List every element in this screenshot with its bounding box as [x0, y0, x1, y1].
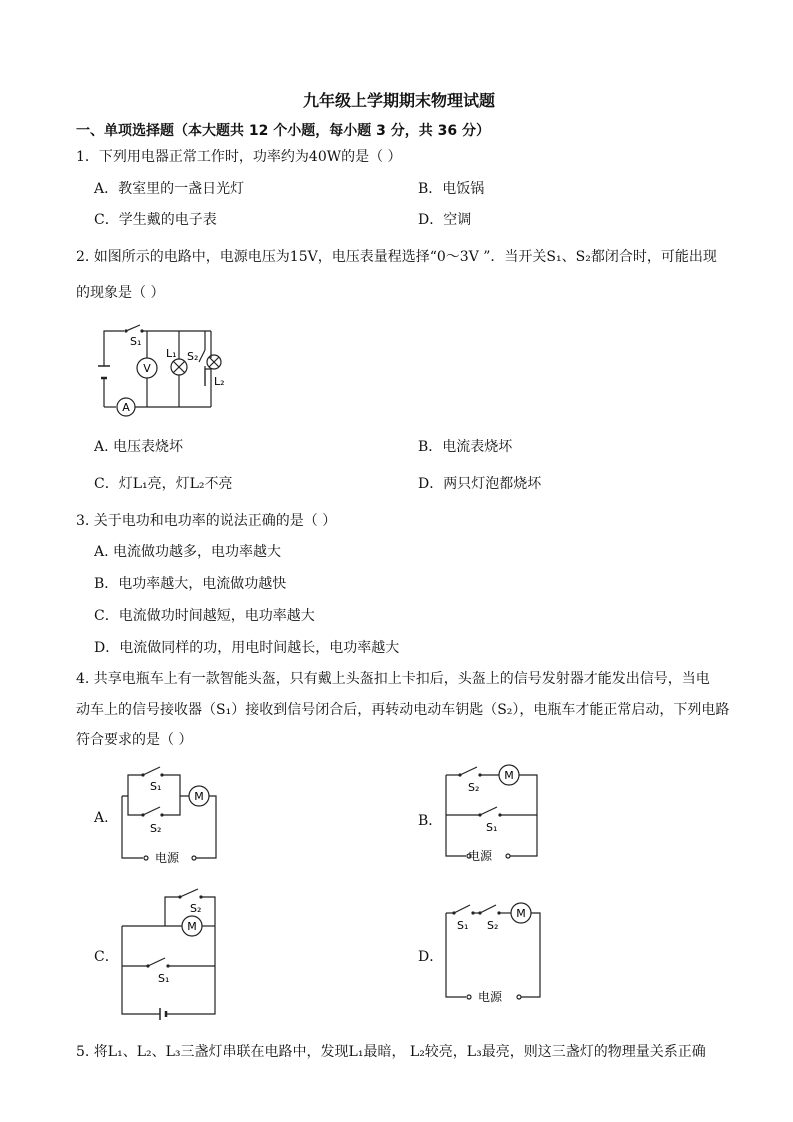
s2-label-a: S₂ [150, 822, 162, 835]
q3-option-a: A. 电流做功越多，电功率越大 [94, 544, 282, 560]
motor-label-a: M [194, 790, 204, 803]
s2-label-b: S₂ [468, 781, 480, 794]
q5-stem: 5. 将L₁、L₂、L₃三盏灯串联在电路中，发现L₁最暗， L₂较亮，L₃最亮，则这三盏灯的物理量关系正确 [76, 1044, 706, 1060]
q4-option-c-label: C． [94, 949, 119, 965]
s2-label: S₂ [187, 350, 199, 363]
motor-label-d: M [516, 907, 526, 920]
l1-label: L₁ [166, 347, 177, 360]
l2-label: L₂ [214, 375, 225, 388]
s1-label-a: S₁ [150, 780, 162, 793]
s1-label-c: S₁ [158, 972, 170, 985]
s1-label-b: S₁ [486, 821, 498, 834]
q3-stem: 3. 关于电功和电功率的说法正确的是（ ） [76, 513, 337, 529]
q4-stem-line3: 符合要求的是（ ） [76, 732, 193, 748]
s2-label-c: S₂ [190, 902, 202, 915]
q1-option-d: D．空调 [418, 212, 472, 228]
s2-label-d: S₂ [487, 919, 499, 932]
q2-stem-line2: 的现象是（ ） [76, 285, 165, 301]
q1-option-a: A．教室里的一盏日光灯 [94, 181, 245, 197]
s1-label: S₁ [130, 335, 142, 348]
power-label-d: 电源 [478, 990, 503, 1004]
s1-label-d: S₁ [457, 919, 469, 932]
circuit-d [446, 903, 540, 1004]
page-title: 九年级上学期期末物理试题 [303, 91, 496, 110]
q3-option-c: C．电流做功时间越短，电功率越大 [94, 608, 315, 624]
q4-option-d-label: D． [418, 949, 444, 965]
q2-option-b: B．电流表烧坏 [418, 439, 513, 455]
q2-option-c: C．灯L₁亮，灯L₂不亮 [94, 476, 233, 492]
voltmeter-label: V [143, 362, 151, 375]
q1-option-b: B．电饭锅 [418, 181, 485, 197]
q4-stem-line2: 动车上的信号接收器（S₁）接收到信号闭合后，再转动电动车钥匙（S₂），电瓶车才能正常启动，下列电路 [76, 702, 730, 718]
q3-option-b: B．电功率越大，电流做功越快 [94, 576, 287, 592]
circuit-b [446, 765, 537, 863]
power-label-a: 电源 [155, 851, 180, 865]
power-label-b: 电源 [468, 849, 493, 863]
q4-option-b-label: B． [418, 813, 443, 829]
motor-label-b: M [504, 769, 514, 782]
circuit-a [122, 767, 216, 865]
q2-option-a: A. 电压表烧坏 [94, 439, 184, 455]
section-heading: 一、单项选择题（本大题共 12 个小题，每小题 3 分，共 36 分） [76, 123, 490, 139]
q1-option-c: C．学生戴的电子表 [94, 212, 217, 228]
motor-label-c: M [187, 920, 197, 933]
q1-stem: 1．下列用电器正常工作时，功率约为40W的是（ ） [76, 149, 402, 165]
q4-option-a-label: A. [94, 810, 109, 826]
q2-option-d: D．两只灯泡都烧坏 [418, 476, 542, 492]
circuit-c [122, 889, 215, 1020]
q2-stem-line1: 2. 如图所示的电路中，电源电压为15V，电压表量程选择“0～3V ”．当开关S₁、S₂都闭合时，可能出现 [76, 249, 717, 265]
ammeter-label: A [122, 401, 130, 414]
q4-stem-line1: 4. 共享电瓶车上有一款智能头盔，只有戴上头盔扣上卡扣后，头盔上的信号发射器才能发出信号，当电 [76, 671, 710, 687]
q3-option-d: D．电流做同样的功，用电时间越长，电功率越大 [94, 640, 400, 656]
